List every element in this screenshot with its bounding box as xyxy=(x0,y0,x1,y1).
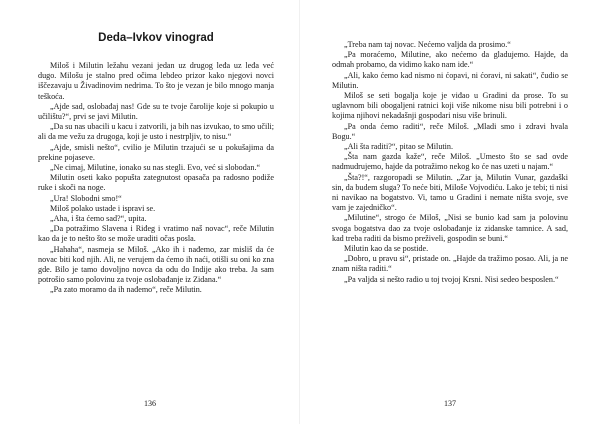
paragraph: „Treba nam taj novac. Nećemo valjda da prosimo.“ xyxy=(344,40,511,49)
paragraph: Miloš polako ustade i ispravi se. xyxy=(50,203,156,213)
paragraph: „Pa onda ćemo raditi“, reče Miloš. „Mladi smo i zdravi hvala Bogu.“ xyxy=(332,121,568,141)
paragraph: „Ali šta raditi?“, pitao se Milutin. xyxy=(344,142,453,152)
paragraph: „Aha, i šta ćemo sad?“, upita. xyxy=(50,214,147,224)
right-page xyxy=(300,0,600,424)
paragraph: „Ajde, smisli nešto“, cvilio je Milutin trzajući se u pokušajima da prekine pojaseve. xyxy=(38,142,274,162)
paragraph: „Ne cimaj, Milutine, ionako su nas stegli. Evo, već si slobodan.“ xyxy=(50,163,261,173)
paragraph: „Da potražimo Slavena i Riđeg i vratimo naš novac“, reče Milutin kao da je to nešto što se može uraditi očas posla. xyxy=(38,224,274,244)
paragraph: „Pa moraćemo, Milutine, ako nećemo da gladujemo. Hajde, da odmah probamo, da vidimo kako nam ide.“ xyxy=(332,50,568,70)
paragraph: „Ajde sad, oslobađaj nas! Gde su te tvoje čarolije koje si pokupio u učilištu?“, prvi se javi Milutin. xyxy=(38,101,274,122)
paragraph: „Da su nas ubacili u kacu i zatvorili, ja bih nas izvukao, to smo učili; ali da me vežu za drugoga, koji je usto i nestrpljiv, to nisu.“ xyxy=(38,122,274,142)
paragraph: „Šta nam gazda kaže“, reče Miloš. „Umesto što se sad ovde nadmudrujemo, hajde da potražimo nekog ko će nas uzeti u najam.“ xyxy=(332,152,568,172)
paragraph: Milutin oseti kako popušta zategnutost opasača pa radosno podiže ruke i skoči na noge. xyxy=(38,173,274,193)
paragraph: Miloš se seti bogalja koje je viđao u Gradini da prose. To su uglavnom bili obogaljeni ratnici koji više nikome nisu bili potrebni i o kojima njihovi nekadašnji gospodari nisu više brinuli. xyxy=(332,91,568,121)
left-page-body xyxy=(38,61,274,296)
paragraph: „Hahaha“, nasmeja se Miloš. „Ako ih i nađemo, zar misliš da će novac biti kod njih. Ali, ne verujem da ćemo ih naći, otišli su oni ko zna gde. Bilo je tamo dovoljno novca da odu do Indije ako treba. Ja sam potrošio samo polovinu za tvoje oslobađanje iz Zidana.“ xyxy=(38,244,274,285)
paragraph: „Ura! Slobodni smo!“ xyxy=(50,193,122,203)
paragraph: „Ali, kako ćemo kad nismo ni ćopavi, ni ćoravi, ni sakati“, čudio se Milutin. xyxy=(332,70,568,90)
paragraph: Milutin kao da se postide. xyxy=(344,244,429,254)
paragraph: „Dobro, u pravu si“, pristade on. „Hajde da tražimo posao. Ali, ja ne znam ništa raditi.“ xyxy=(332,254,568,274)
paragraph: „Pa valjda si nešto radio u toj tvojoj Krsni. Nisi sedeo besposlen.“ xyxy=(344,274,559,284)
right-page-body xyxy=(332,40,568,285)
page-number: 137 xyxy=(444,399,456,408)
paragraph: „Šta?!“, razgoropadi se Milutin. „Zar ja, Milutin Vunar, gazdaški sin, da budem sluga? To neće biti, Miloše Vojvodiću. Lako je tebi; ti nisi ni navikao na bogatstvo. Vi, tamo u Gradini i nemate ništa svoje, sve vam je zajedničko“. xyxy=(332,172,568,213)
paragraph: „Milutine“, strogo će Miloš, „Nisi se bunio kad sam ja polovinu svoga bogatstva dao za tvoje oslobađanje iz zidanske tamnice. A sad, kad treba raditi da bismo preživeli, gospodin se buni.“ xyxy=(332,213,568,243)
paragraph: „Pa zato moramo da ih nađemo“, reče Milutin. xyxy=(50,285,202,295)
chapter-title: Deda–Ivkov vinograd xyxy=(98,32,214,44)
page-number: 136 xyxy=(144,399,156,408)
paragraph: Miloš i Milutin ležahu vezani jedan uz drugog leđa uz leđa već dugo. Milošu je stalno pred očima lebdeo prizor kako njegovi novci iščezavaju u Živadinovim nedrima. To što je vezan je bilo mnogo manja teškoća. xyxy=(38,61,274,101)
